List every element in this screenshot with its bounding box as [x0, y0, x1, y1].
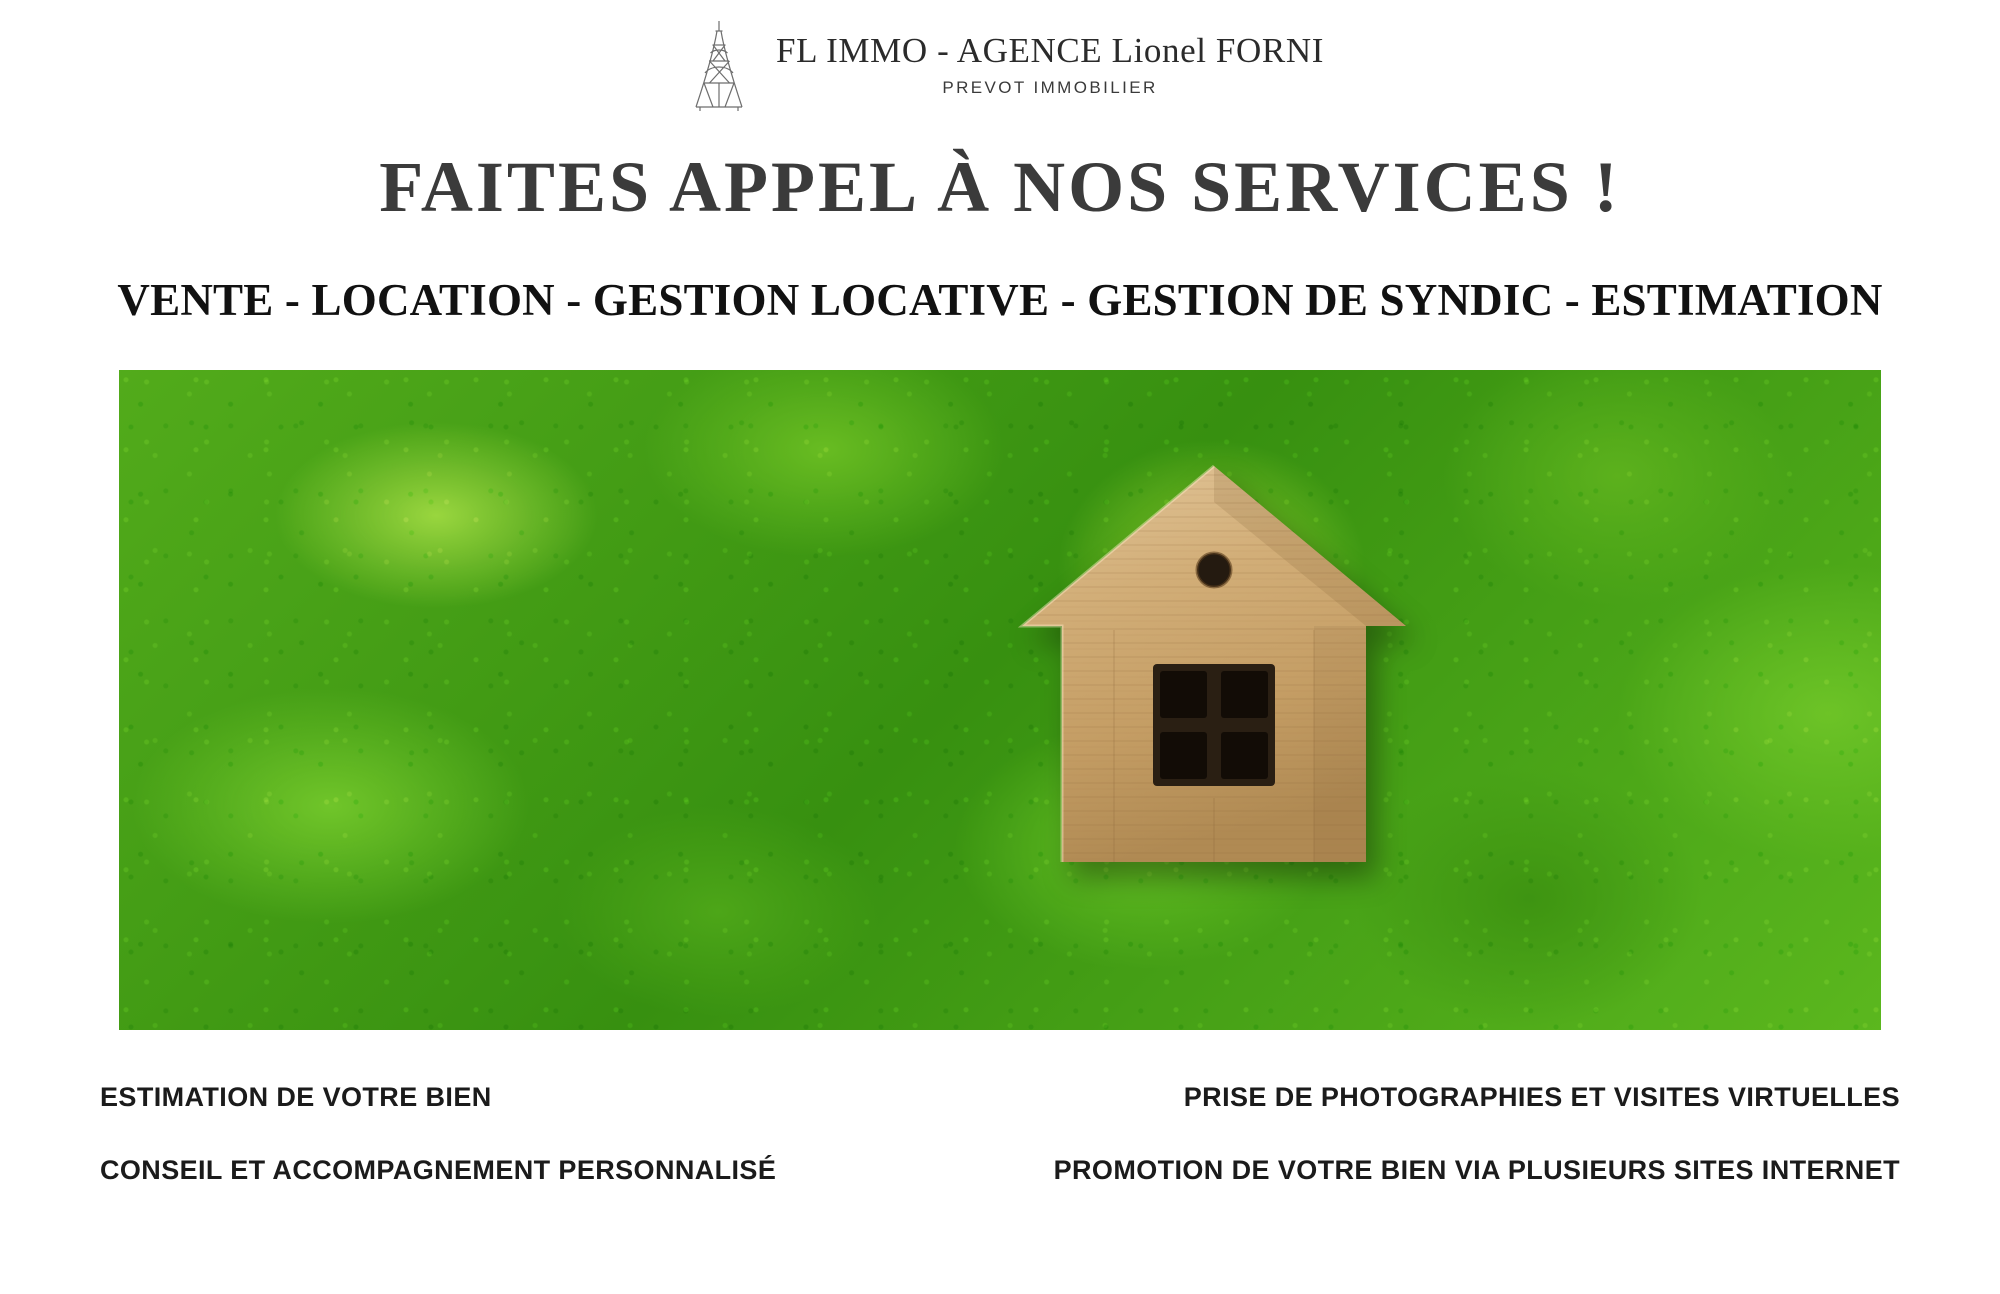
services-section	[100, 1082, 1900, 1186]
brand-tagline: PREVOT IMMOBILIER	[942, 77, 1158, 97]
list-item: ESTIMATION DE VOTRE BIEN	[100, 1081, 492, 1112]
services-column-left	[100, 1082, 776, 1186]
wooden-house-icon	[1014, 458, 1414, 878]
list-item: CONSEIL ET ACCOMPAGNEMENT PERSONNALISÉ	[100, 1154, 777, 1185]
list-item: PROMOTION DE VOTRE BIEN VIA PLUSIEURS SITES INTERNET	[1053, 1154, 1900, 1185]
page-subtitle: VENTE - LOCATION - GESTION LOCATIVE - GESTION DE SYNDIC - ESTIMATION	[117, 274, 1883, 325]
list-item: PRISE DE PHOTOGRAPHIES ET VISITES VIRTUELLES	[1183, 1081, 1900, 1112]
services-column-right	[1054, 1082, 1900, 1186]
hero-image	[119, 370, 1881, 1030]
brand-text	[776, 32, 1324, 98]
page-title: FAITES APPEL À NOS SERVICES !	[379, 147, 1621, 227]
eiffel-tower-icon	[676, 15, 762, 115]
brand-name: FL IMMO - AGENCE Lionel FORNI	[776, 31, 1324, 71]
moss-background	[119, 370, 1881, 1030]
brand-header	[0, 0, 2000, 108]
